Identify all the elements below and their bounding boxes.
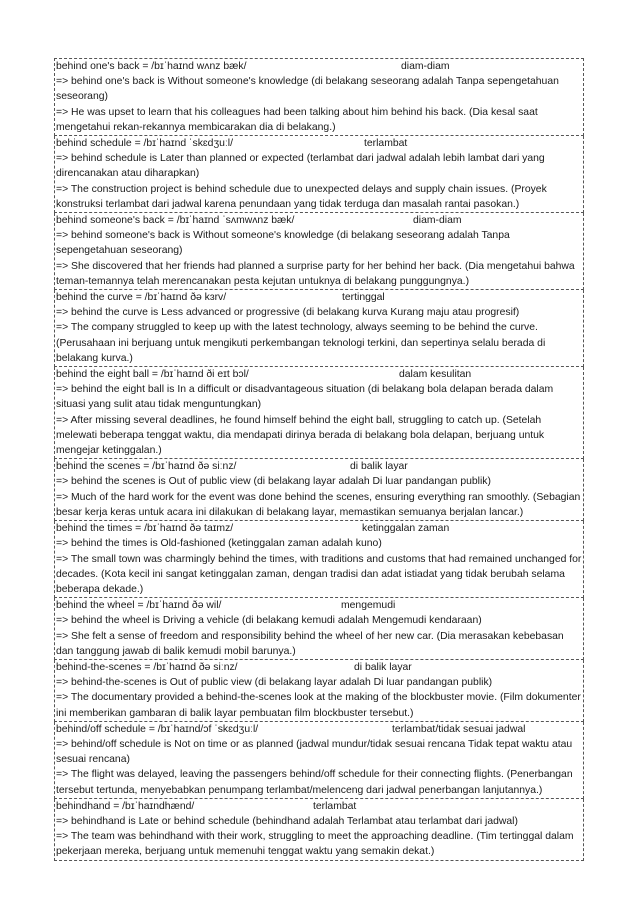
example: => The documentary provided a behind-the-scenes look at the making of the blockbuster movie. (Film dokumenter ini memberikan gambaran di balik layar pembuatan film blockbuster tersebut.) bbox=[56, 692, 581, 719]
definition: => behind/off schedule is Not on time or as planned (jadwal mundur/tidak sesuai rencana Tidak tepat waktu atau sesuai rencana) bbox=[56, 738, 573, 766]
example: => She felt a sense of freedom and responsibility behind the wheel of her new car. (Dia merasakan kebebasan dan tanggung jawab di balik kemudi mobil barunya.) bbox=[56, 630, 564, 657]
example: => Much of the hard work for the event was done behind the scenes, ensuring everything ran smoothly. (Sebagian besar kerja keras untuk acara ini dilakukan di belakang layar, memastikan semuanya berjalan lancar.) bbox=[56, 491, 581, 518]
example: => The company struggled to keep up with the latest technology, always seeming to be behind the curve. (Perusahaan ini berjuang untuk mengikuti perkembangan teknologi terkini, dan sepertinya selalu berada di belakang kurva.) bbox=[56, 322, 546, 364]
translation: ketinggalan zaman bbox=[362, 523, 450, 535]
translation: mengemudi bbox=[341, 600, 396, 612]
example: => The team was behindhand with their work, struggling to meet the approaching deadline. (Tim tertinggal dalam pekerjaan mereka, berjuang untuk memenuhi tenggat waktu yang semakin dekat.) bbox=[56, 831, 574, 858]
definition: => behind schedule is Later than planned or expected (terlambat dari jadwal adalah lebih lambat dari yang direncanakan atau diharapkan) bbox=[56, 153, 545, 180]
term: behind the times = /bɪˈhaɪnd ðə taɪmz/ bbox=[56, 523, 234, 535]
term: behind one's back = /bɪˈhaɪnd wʌnz bæk/ bbox=[56, 61, 247, 72]
entry bbox=[54, 290, 584, 367]
entry bbox=[54, 58, 584, 136]
entry bbox=[54, 459, 584, 521]
example: => She discovered that her friends had planned a surprise party for her behind her back. (Dia mengetahui bahwa teman-temannya telah merencanakan pesta kejutan untuknya di belakang punggungnya.) bbox=[56, 260, 575, 287]
translation: terlambat bbox=[364, 138, 408, 150]
entry-header bbox=[56, 367, 582, 382]
example: => After missing several deadlines, he found himself behind the eight ball, struggling to catch up. (Setelah melewati beberapa tenggat waktu, dia mendapati dirinya berada di belakang bola delapan, berjuang untuk mengejar ketinggalan.) bbox=[56, 414, 545, 457]
translation: di balik layar bbox=[354, 661, 412, 673]
definition: => behind the eight ball is In a difficult or disadvantageous situation (di belakang bola delapan berada dalam situasi yang sulit atau tidak menguntungkan) bbox=[56, 384, 554, 411]
entry bbox=[54, 367, 584, 459]
term: behind someone's back = /bɪˈhaɪnd ˈsʌmwʌnz bæk/ bbox=[56, 215, 295, 227]
entry-header bbox=[56, 521, 582, 536]
entry-header bbox=[56, 799, 582, 814]
definition: => behind the wheel is Driving a vehicle (di belakang kemudi adalah Mengemudi kendaraan) bbox=[56, 615, 482, 627]
definition: => behind someone's back is Without someone's knowledge (di belakang seseorang adalah Tanpa sepengetahuan seseorang) bbox=[56, 230, 510, 257]
term: behind/off schedule = /bɪˈhaɪnd/ɔf ˈskɛdʒuːl/ bbox=[56, 723, 259, 735]
translation: terlambat/tidak sesuai jadwal bbox=[392, 723, 526, 735]
definition: => behind-the-scenes is Out of public view (di belakang layar adalah Di luar pandangan publik) bbox=[56, 677, 493, 689]
term: behind-the-scenes = /bɪˈhaɪnd ðə siːnz/ bbox=[56, 661, 238, 673]
definition: => behind the times is Old-fashioned (ketinggalan zaman adalah kuno) bbox=[56, 538, 382, 550]
vocabulary-list bbox=[54, 58, 584, 861]
entry-header bbox=[56, 290, 582, 305]
definition: => behindhand is Late or behind schedule (behindhand adalah Terlambat atau terlambat dari jadwal) bbox=[56, 815, 518, 827]
example: => The construction project is behind schedule due to unexpected delays and supply chain issues. (Proyek konstruksi terlambat dari jadwal karena penundaan yang tidak terduga dan masalah rantai pasokan.) bbox=[56, 183, 547, 210]
entry-header bbox=[56, 213, 582, 228]
entry-header bbox=[56, 459, 582, 474]
term: behind the curve = /bɪˈhaɪnd ðə kɜrv/ bbox=[56, 292, 227, 304]
definition: => behind the scenes is Out of public view (di belakang layar adalah Di luar pandangan publik) bbox=[56, 476, 491, 488]
translation: di balik layar bbox=[350, 461, 408, 473]
entry-header bbox=[56, 660, 582, 675]
entry-header bbox=[56, 59, 582, 74]
entry bbox=[54, 799, 584, 861]
definition: => behind one's back is Without someone's knowledge (di belakang seseorang adalah Tanpa sepengetahuan seseorang) bbox=[56, 76, 559, 103]
entry bbox=[54, 660, 584, 722]
term: behindhand = /bɪˈhaɪndhænd/ bbox=[56, 800, 195, 812]
example: => The small town was charmingly behind the times, with traditions and customs that had remained unchanged for decades. (Kota kecil ini sangat ketinggalan zaman, dengan tradisi dan adat istiadat yang tidak berubah selama beberapa dekade.) bbox=[56, 553, 582, 595]
translation: dalam kesulitan bbox=[399, 369, 472, 381]
entry bbox=[54, 136, 584, 213]
term: behind the eight ball = /bɪˈhaɪnd ði eɪt bɔl/ bbox=[56, 369, 249, 381]
entry-header bbox=[56, 598, 582, 613]
translation: diam-diam bbox=[401, 61, 450, 72]
entry bbox=[54, 598, 584, 660]
example: => He was upset to learn that his colleagues had been talking about him behind his back. (Dia kesal saat mengetahui rekan-rekannya membicarakan dia di belakang.) bbox=[56, 106, 538, 133]
entry bbox=[54, 521, 584, 598]
term: behind the scenes = /bɪˈhaɪnd ðə siːnz/ bbox=[56, 461, 237, 473]
entry-header bbox=[56, 722, 582, 737]
example: => The flight was delayed, leaving the passengers behind/off schedule for their connecting flights. (Penerbangan tersebut tertunda, menyebabkan penumpang terlambat/melenceng dari jadwal penerbangan lanjutannya.) bbox=[56, 769, 573, 796]
entry bbox=[54, 213, 584, 290]
entry-header bbox=[56, 136, 582, 151]
definition: => behind the curve is Less advanced or progressive (di belakang kurva Kurang maju atau progresif) bbox=[56, 307, 520, 319]
term: behind schedule = /bɪˈhaɪnd ˈskɛdʒuːl/ bbox=[56, 138, 233, 150]
term: behind the wheel = /bɪˈhaɪnd ðə wil/ bbox=[56, 600, 222, 612]
translation: diam-diam bbox=[413, 215, 462, 227]
entry bbox=[54, 722, 584, 799]
translation: terlambat bbox=[313, 800, 357, 812]
translation: tertinggal bbox=[342, 292, 385, 304]
